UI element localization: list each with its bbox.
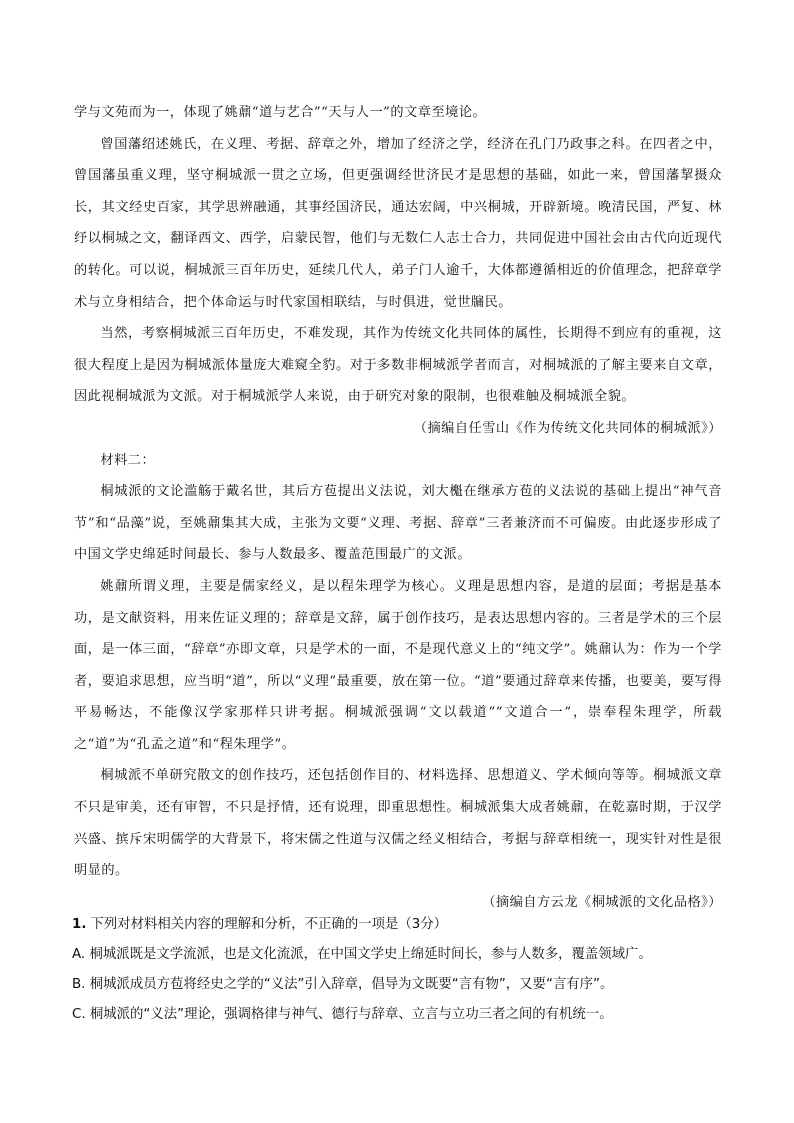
source-citation-2: （摘编自方云龙《桐城派的文化品格》） (482, 894, 722, 910)
paragraph-beyond-technique: 桐城派不单研究散文的创作技巧，还包括创作目的、材料选择、思想道义、学术倾向等等。桐城派文章不只是审美，还有审智，不只是抒情，还有说理，即重思想性。桐城派集大成者姚鼐，在乾嘉时期，于汉学兴盛、摈斥宋明儒学的大背景下，将宋儒之性道与汉儒之经义相结合，考据与辞章相统一，现实针对性是很明显的。 (74, 768, 722, 879)
question-text: 下列对材料相关内容的理解和分析，不正确的一项是（3分） (90, 917, 448, 932)
paragraph-zeng-guofan: 曾国藩绍述姚氏，在义理、考据、辞章之外，增加了经济之学，经济在孔门乃政事之科。在四者之中，曾国藩虽重义理，坚守桐城派一贯之立场，但更强调经世济民才是思想的基础，如此一来，曾国藩挈摄众长，其文经史百家，其学思辨融通，其事经国济民，通达宏阔，中兴桐城，开辟新境。晚清民国，严复、林纾以桐城之文，翻译西文、西学，启蒙民智，他们与无数仁人志士合力，共同促进中国社会由古代向近现代的转化。可以说，桐城派三百年历史，延续几代人，弟子门人逾千，大体都遵循相近的价值理念，把辞章学术与立身相结合，把个体命运与时代家国相联结，与时俱进，觉世牖民。 (74, 136, 722, 310)
reading-passage (74, 97, 722, 918)
option-b: B. 桐城派成员方苞将经史之学的“义法”引入辞章，倡导为文既要“言有物”，又要“言有序”。 (72, 977, 614, 992)
question-stem (72, 910, 732, 940)
paragraph-continuation: 学与文苑而为一，体现了姚鼐“道与艺合”“天与人一”的文章至境论。 (74, 105, 487, 120)
paragraph-literary-theory: 桐城派的文论滥觞于戴名世，其后方苞提出义法说，刘大櫆在继承方苞的义法说的基础上提出“神气音节”和“品藻”说，至姚鼐集其大成，主张为文要“义理、考据、辞章”三者兼济而不可偏废。由此逐步形成了中国文学史绵延时间最长、参与人数最多、覆盖范围最广的文派。 (74, 484, 722, 563)
option-c: C. 桐城派的“义法”理论，强调格律与神气、德行与辞章、立言与立功三者之间的有机统一。 (72, 1007, 613, 1022)
question-block (72, 910, 732, 1030)
paragraph-attributes: 当然，考察桐城派三百年历史，不难发现，其作为传统文化共同体的属性，长期得不到应有的重视，这很大程度上是因为桐城派体量庞大难窥全豹。对于多数非桐城派学者而言，对桐城派的了解主要来自文章，因此视桐城派为文派。对于桐城派学人来说，由于研究对象的限制，也很难触及桐城派全貌。 (74, 326, 722, 405)
question-number: 1. (72, 917, 87, 932)
material-two-heading: 材料二： (100, 452, 156, 468)
paragraph-yili: 姚鼐所谓义理，主要是儒家经义，是以程朱理学为核心。义理是思想内容，是道的层面；考据是基本功，是文献资料，用来佐证义理的；辞章是文辞，属于创作技巧，是表达思想内容的。三者是学术的三个层面，是一体三面，“辞章”亦即文章，只是学术的一面，不是现代意义上的“纯文学”。姚鼐认为：作为一个学者，要追求思想，应当明“道”，所以“义理”最重要，放在第一位。“道”要通过辞章来传播，也要美，要写得平易畅达，不能像汉学家那样只讲考据。桐城派强调“文以载道”“文道合一”，崇奉程朱理学，所载之“道”为“孔孟之道”和“程朱理学”。 (74, 578, 722, 752)
source-citation-1: （摘编自任雪山《作为传统文化共同体的桐城派》） (413, 420, 722, 436)
option-a: A. 桐城派既是文学流派，也是文化流派，在中国文学史上绵延时间长，参与人数多，覆盖领域广。 (72, 947, 652, 962)
